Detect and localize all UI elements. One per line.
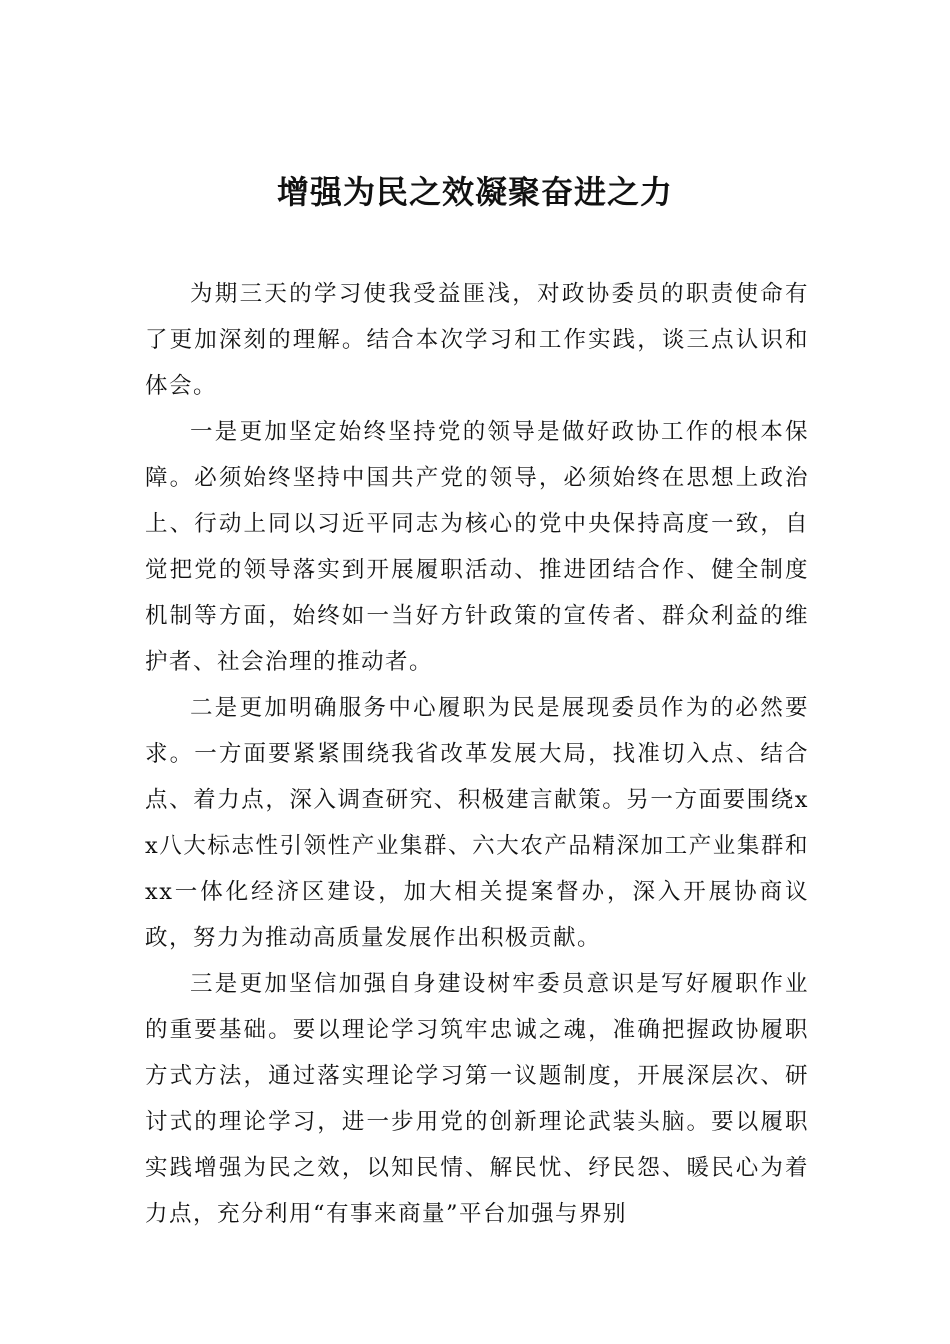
document-title: 增强为民之效凝聚奋进之力	[276, 173, 673, 211]
paragraph-point-one: 一是更加坚定始终坚持党的领导是做好政协工作的根本保障。必须始终坚持中国共产党的领导，必须始终在思想上政治上、行动上同以习近平同志为核心的党中央保持高度一致，自觉把党的领导落实到开展履职活动、推进团结合作、健全制度机制等方面，始终如一当好方针政策的宣传者、群众利益的维护者、社会治理的推动者。	[145, 419, 809, 675]
document-body	[145, 271, 809, 1237]
paragraph-intro: 为期三天的学习使我受益匪浅，对政协委员的职责使命有了更加深刻的理解。结合本次学习和工作实践，谈三点认识和体会。	[145, 281, 809, 399]
paragraph-point-two: 二是更加明确服务中心履职为民是展现委员作为的必然要求。一方面要紧紧围绕我省改革发展大局，找准切入点、结合点、着力点，深入调查研究、积极建言献策。另一方面要围绕xx八大标志性引领性产业集群、六大农产品精深加工产业集群和xx一体化经济区建设，加大相关提案督办，深入开展协商议政，努力为推动高质量发展作出积极贡献。	[145, 695, 809, 951]
paragraph-point-three: 三是更加坚信加强自身建设树牢委员意识是写好履职作业的重要基础。要以理论学习筑牢忠诚之魂，准确把握政协履职方式方法，通过落实理论学习第一议题制度，开展深层次、研讨式的理论学习，进一步用党的创新理论武装头脑。要以履职实践增强为民之效，以知民情、解民忧、纾民怨、暖民心为着力点，充分利用“有事来商量”平台加强与界别	[145, 971, 809, 1227]
